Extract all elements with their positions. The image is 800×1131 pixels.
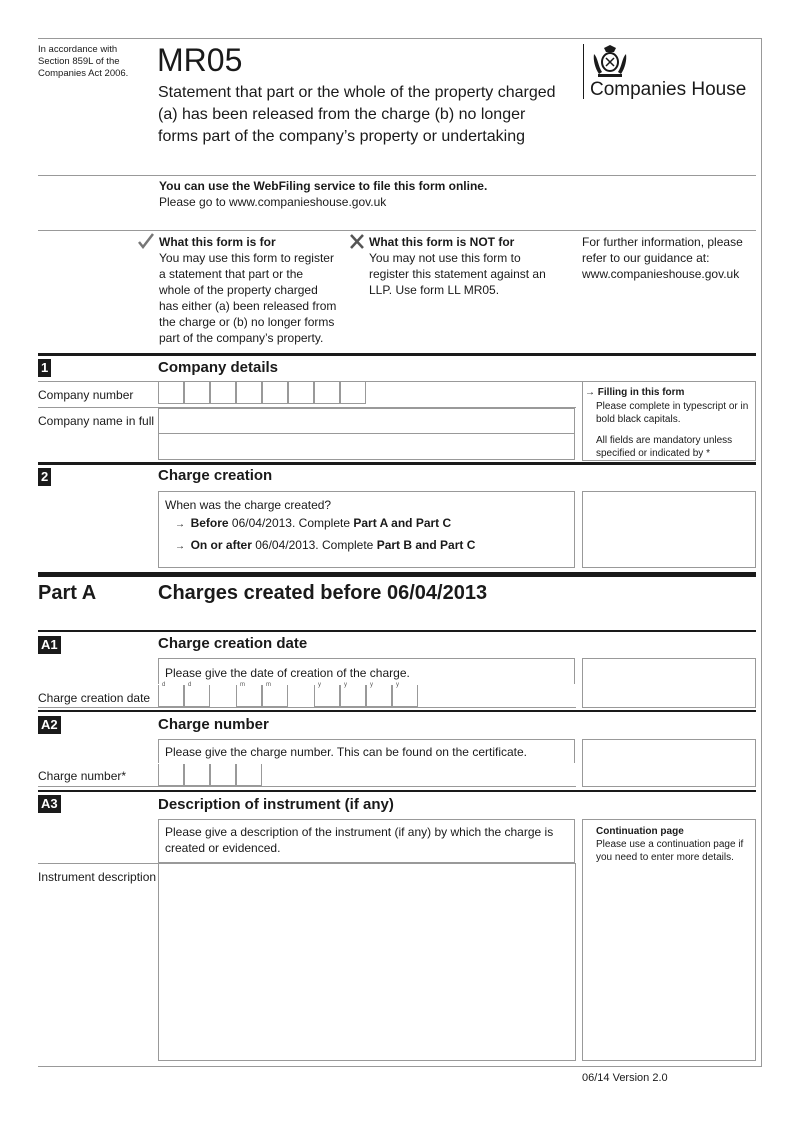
character-cell[interactable]: [366, 682, 392, 707]
cross-icon: [349, 234, 365, 249]
option-after-parts: Part B and Part C: [376, 538, 476, 552]
section-title: Company details: [158, 359, 279, 376]
cell-hint-label: y: [370, 682, 373, 688]
a3-instruction-line: created or evidenced.: [165, 841, 281, 855]
company-name-field-line2[interactable]: [158, 434, 575, 460]
continuation-text: [596, 825, 743, 864]
character-cell[interactable]: [236, 382, 262, 404]
section-title: Charge number: [158, 716, 269, 733]
character-cell[interactable]: [392, 682, 418, 707]
section-number-badge: A1: [38, 636, 61, 654]
arrow-right-icon: →: [175, 541, 191, 552]
not-for-line: register this statement against an: [369, 267, 546, 281]
filling-guidance-title: [585, 386, 684, 399]
section-divider: [38, 630, 756, 632]
section-divider: [38, 790, 756, 792]
guidance-line: bold black capitals.: [596, 414, 681, 425]
section-number-badge: 2: [38, 468, 51, 486]
arrow-right-icon: →: [175, 519, 191, 530]
is-for-line: You may use this form to register: [159, 251, 334, 265]
charge-creation-box: [158, 491, 575, 568]
charge-number-label: Charge number*: [38, 769, 127, 783]
not-for-title: What this form is NOT for: [369, 235, 515, 249]
section-title: Charge creation: [158, 467, 273, 484]
a2-instruction: Please give the charge number. This can be found on the certificate.: [165, 745, 528, 759]
filling-guidance-panel: [582, 381, 756, 461]
section-title: Description of instrument (if any): [158, 796, 394, 813]
arrow-right-icon: →: [585, 387, 598, 398]
character-cell[interactable]: [288, 382, 314, 404]
not-for-line: LLP. Use form LL MR05.: [369, 283, 500, 297]
option-before-parts: Part A and Part C: [353, 516, 452, 530]
charge-date-label: Charge creation date: [38, 691, 151, 705]
character-cell[interactable]: [158, 764, 184, 786]
continuation-title: Continuation page: [596, 826, 684, 837]
is-for-line: the charge or (b) no longer forms: [159, 315, 335, 329]
a3-instruction-line: Please give a description of the instrument (if any) by which the charge is: [165, 825, 554, 839]
part-divider: [38, 572, 756, 577]
cell-hint-label: m: [240, 682, 245, 688]
webfiling-line2: Please go to www.companieshouse.gov.uk: [159, 195, 387, 209]
is-for-line: whole of the property charged: [159, 283, 318, 297]
divider: [38, 707, 576, 708]
charge-creation-question: When was the charge created?: [165, 498, 332, 512]
section-number-badge: A2: [38, 716, 61, 734]
is-for-line: part of the company’s property.: [159, 331, 324, 345]
title-line: Statement that part or the whole of the property charged: [158, 84, 556, 101]
section-divider: [38, 462, 756, 465]
continuation-panel: [582, 819, 756, 1061]
page-border-top: [38, 38, 762, 39]
divider: [38, 786, 576, 787]
title-line: (a) has been released from the charge (b) no longer: [158, 106, 526, 123]
character-cell[interactable]: [236, 764, 262, 786]
cell-hint-label: y: [318, 682, 321, 688]
character-cell[interactable]: [184, 764, 210, 786]
character-cell[interactable]: [262, 682, 288, 707]
accordance-line: Companies Act 2006.: [38, 68, 129, 79]
divider: [38, 230, 756, 231]
option-before-text: 06/04/2013. Complete: [231, 516, 351, 530]
character-cell[interactable]: [210, 382, 236, 404]
webfiling-notice: [159, 178, 487, 210]
further-line: refer to our guidance at:: [582, 251, 710, 265]
part-title: Charges created before 06/04/2013: [158, 582, 488, 604]
character-cell[interactable]: [236, 682, 262, 707]
version-footer: 06/14 Version 2.0: [582, 1072, 668, 1084]
option-on-or-after[interactable]: [175, 537, 475, 555]
character-cell[interactable]: [314, 682, 340, 707]
form-title: [158, 82, 556, 148]
company-name-label: Company name in full: [38, 414, 155, 428]
cell-hint-label: d: [188, 682, 192, 688]
character-cell[interactable]: [210, 764, 236, 786]
cell-hint-label: y: [396, 682, 399, 688]
form-code: MR05: [157, 42, 243, 78]
further-line: www.companieshouse.gov.uk: [582, 267, 740, 281]
cell-hint-label: d: [162, 682, 166, 688]
section-number-badge: 1: [38, 359, 51, 377]
a3-instruction-box: [158, 819, 575, 863]
accordance-line: In accordance with: [38, 44, 118, 55]
guidance-line: Please complete in typescript or in: [596, 401, 749, 412]
page-border-bottom: [38, 1066, 762, 1067]
side-panel: [582, 739, 756, 787]
character-cell[interactable]: [340, 682, 366, 707]
character-cell[interactable]: [158, 382, 184, 404]
character-cell[interactable]: [262, 382, 288, 404]
further-info: [582, 234, 743, 282]
is-for-line: has either (a) been released from: [159, 299, 337, 313]
a3-instruction: [165, 824, 553, 856]
a2-instruction-box: [158, 739, 575, 763]
character-cell[interactable]: [340, 382, 366, 404]
accordance-line: Section 859L of the: [38, 56, 120, 67]
option-after-bold: On or after: [190, 538, 252, 552]
cell-hint-label: y: [344, 682, 347, 688]
instrument-description-field[interactable]: [158, 863, 576, 1061]
form-not-for: [369, 234, 546, 298]
form-is-for: [159, 234, 336, 346]
webfiling-line1: You can use the WebFiling service to file this form online.: [159, 179, 488, 193]
continuation-line: you need to enter more details.: [596, 852, 734, 863]
section-divider: [38, 710, 756, 712]
option-after-text: 06/04/2013. Complete: [255, 538, 374, 552]
accordance-note: [38, 44, 128, 80]
section-number-badge: A3: [38, 795, 61, 813]
cell-hint-label: m: [266, 682, 271, 688]
title-line: forms part of the company’s property or undertaking: [158, 128, 525, 145]
a1-instruction: Please give the date of creation of the charge.: [165, 666, 410, 680]
further-line: For further information, please: [582, 235, 743, 249]
a1-instruction-box: [158, 658, 575, 684]
character-cell[interactable]: [184, 382, 210, 404]
guidance-line: All fields are mandatory unless: [596, 435, 733, 446]
filling-guidance-title-text: Filling in this form: [597, 387, 685, 398]
option-before-bold: Before: [190, 516, 229, 530]
page-border-right: [761, 38, 762, 1066]
character-cell[interactable]: [314, 382, 340, 404]
section-divider: [38, 353, 756, 356]
company-number-label: Company number: [38, 388, 134, 402]
is-for-line: a statement that part or the: [159, 267, 304, 281]
character-cell[interactable]: [158, 682, 184, 707]
side-panel: [582, 491, 756, 568]
guidance-line: specified or indicated by *: [596, 448, 710, 459]
section-title: Charge creation date: [158, 635, 308, 652]
instrument-description-label: Instrument description: [38, 870, 157, 884]
option-before[interactable]: [175, 515, 451, 533]
side-panel: [582, 658, 756, 708]
filling-guidance-text: [596, 400, 748, 460]
part-label: Part A: [38, 582, 97, 604]
divider: [38, 175, 756, 176]
is-for-title: What this form is for: [159, 235, 276, 249]
brand-divider: [583, 44, 584, 99]
brand-name: Companies House: [590, 79, 747, 100]
company-name-field-line1[interactable]: [158, 408, 575, 434]
not-for-line: You may not use this form to: [369, 251, 521, 265]
royal-crest-icon: [590, 44, 630, 78]
checkmark-icon: [137, 233, 155, 249]
continuation-line: Please use a continuation page if: [596, 839, 744, 850]
character-cell[interactable]: [184, 682, 210, 707]
